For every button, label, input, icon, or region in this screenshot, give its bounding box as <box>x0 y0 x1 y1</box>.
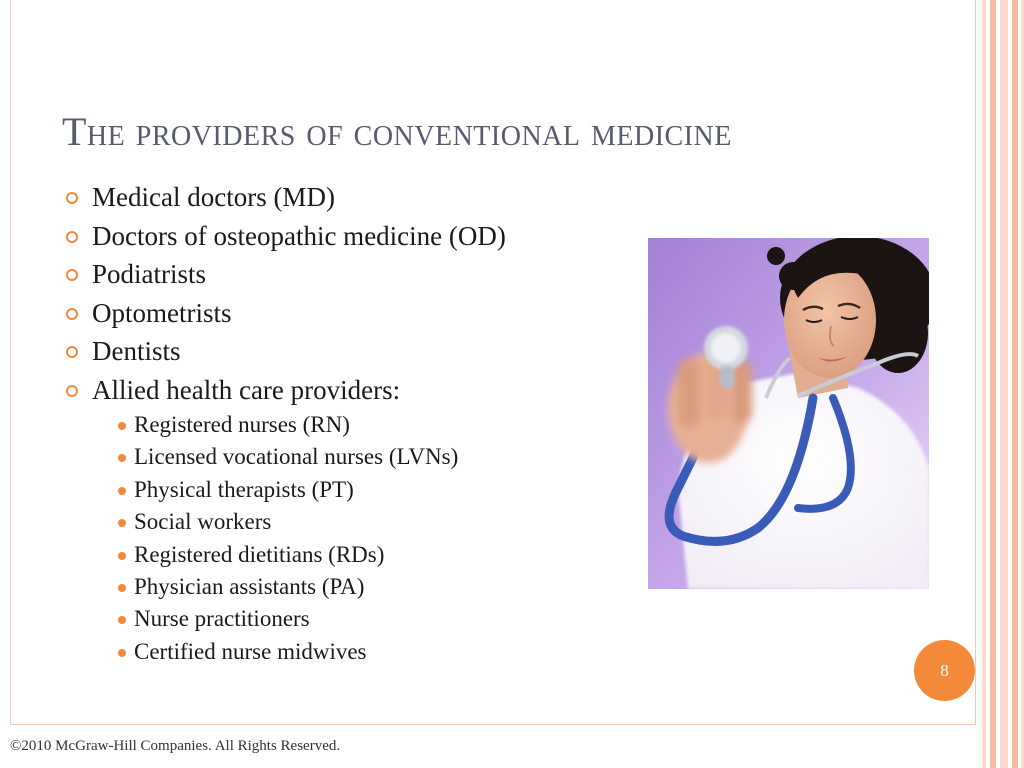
sub-bullet-item <box>92 539 644 571</box>
sub-bullet-item <box>92 474 644 506</box>
bullet-item <box>64 371 644 669</box>
decorative-stripes <box>976 0 1024 768</box>
dot-bullet-icon <box>118 552 126 560</box>
ring-bullet-icon <box>66 308 78 320</box>
bullet-text: Allied health care providers: <box>92 374 401 405</box>
ring-bullet-icon <box>66 385 78 397</box>
ring-bullet-icon <box>66 231 78 243</box>
bullet-list <box>64 178 644 668</box>
copyright-footer: ©2010 McGraw-Hill Companies. All Rights Reserved. <box>10 738 341 754</box>
sub-bullet-text: Registered nurses (RN) <box>134 412 350 437</box>
sub-bullet-text: Nurse practitioners <box>134 606 310 632</box>
bullet-text: Optometrists <box>92 297 232 328</box>
bullet-item <box>64 178 644 217</box>
ring-bullet-icon <box>66 346 78 358</box>
sub-bullet-text: Physical therapists (PT) <box>134 476 354 502</box>
dot-bullet-icon <box>118 616 126 624</box>
ring-bullet-icon <box>66 192 78 204</box>
slide-title: The providers of conventional medicine <box>62 109 732 154</box>
sub-bullet-item <box>92 441 644 473</box>
dot-bullet-icon <box>118 487 126 495</box>
sub-bullet-text: Licensed vocational nurses (LVNs) <box>134 444 459 470</box>
page-number-badge: 8 <box>914 640 975 701</box>
bullet-item <box>64 217 644 256</box>
dot-bullet-icon <box>118 584 126 592</box>
ring-bullet-icon <box>66 269 78 281</box>
sub-bullet-text: Registered dietitians (RDs) <box>134 541 385 567</box>
sub-bullet-item <box>92 603 644 635</box>
dot-bullet-icon <box>118 454 126 462</box>
bullet-text: Podiatrists <box>92 259 207 289</box>
sub-bullet-item <box>92 571 644 603</box>
bullet-item <box>64 294 644 333</box>
sub-bullet-text: Certified nurse midwives <box>134 638 367 664</box>
doctor-with-stethoscope-photo <box>648 238 929 589</box>
dot-bullet-icon <box>118 422 126 430</box>
sub-bullet-item <box>92 636 644 668</box>
dot-bullet-icon <box>118 649 126 657</box>
sub-bullet-text: Physician assistants (PA) <box>134 574 365 600</box>
bullet-item <box>64 255 644 294</box>
bullet-text: Medical doctors (MD) <box>92 182 335 212</box>
bullet-text: Doctors of osteopathic medicine (OD) <box>92 220 506 251</box>
bullet-text: Dentists <box>92 336 181 366</box>
sub-bullet-item <box>92 506 644 538</box>
bullet-item <box>64 332 644 371</box>
dot-bullet-icon <box>118 519 126 527</box>
sub-bullet-text: Social workers <box>134 509 272 535</box>
sub-bullet-list <box>92 409 644 668</box>
sub-bullet-item <box>92 409 644 441</box>
